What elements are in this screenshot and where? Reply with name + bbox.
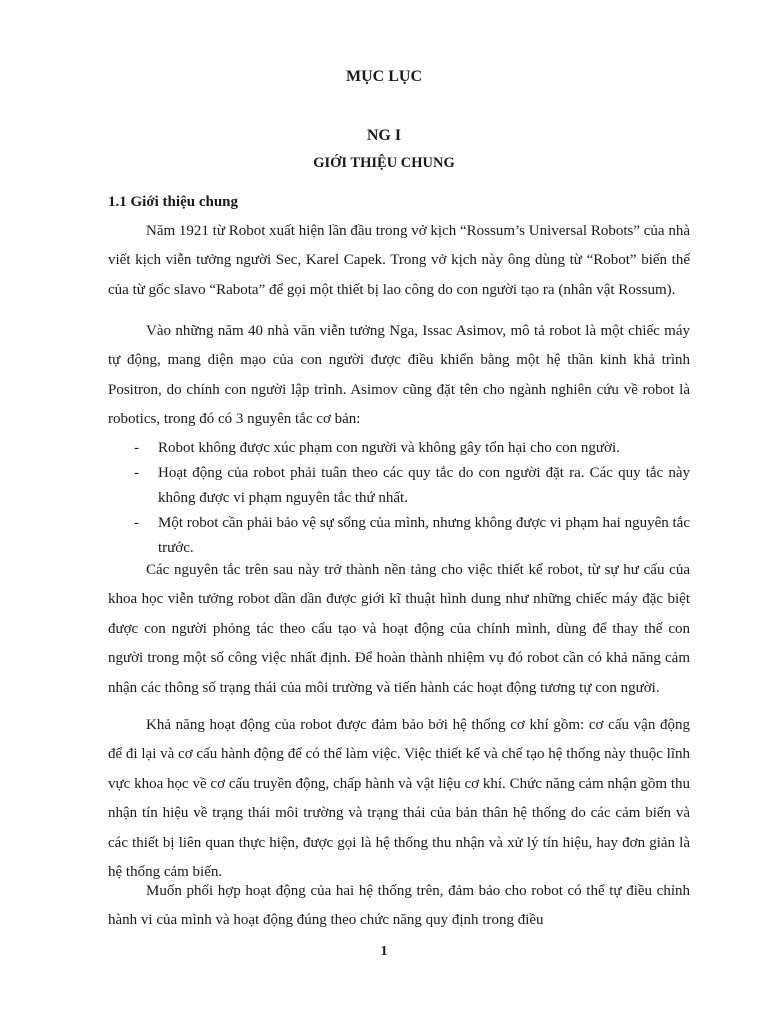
chapter-number: NG I (366, 127, 402, 144)
paragraph: Khả năng hoạt động của robot được đảm bảo bởi hệ thống cơ khí gồm: cơ cấu vận động để đi lại và cơ cấu hành động để có thể làm việc. Việc thiết kế và chế tạo hệ thống này thuộc lĩnh vực khoa học về cơ cấu truyền động, chấp hành và vật liệu cơ khí. Chức năng cảm nhận gồm thu nhận tín hiệu về trạng thái môi trường và trạng thái của bản thân hệ thống do các cảm biến và các thiết bị liên quan thực hiện, được gọi là hệ thống thu nhận và xử lý tín hiệu, hay đơn giản là hệ thống cảm biến. (108, 717, 690, 881)
rules-list (108, 436, 690, 561)
list-item-text: Một robot cần phải bảo vệ sự sống của mình, nhưng không được vi phạm hai nguyên tắc trước. (158, 515, 690, 556)
chapter-title: GIỚI THIỆU CHUNG (313, 155, 455, 171)
bullet-dash: - (134, 440, 139, 456)
list-item (108, 461, 690, 511)
list-item-text: Robot không được xúc phạm con người và không gây tổn hại cho con người. (158, 440, 620, 456)
list-item (108, 436, 690, 461)
paragraph: Vào những năm 40 nhà văn viễn tưởng Nga, Issac Asimov, mô tả robot là một chiếc máy tự động, mang diện mạo của con người được điều khiển bằng một hệ thần kinh khả trình Positron, do chính con người lập trình. Asimov cũng đặt tên cho ngành nghiên cứu về robot là robotics, trong đó có 3 nguyên tắc cơ bản: (108, 323, 690, 428)
paragraph: Muốn phối hợp hoạt động của hai hệ thống trên, đảm bảo cho robot có thể tự điều chỉnh hành vi của mình và hoạt động đúng theo chức năng quy định trong điều (108, 883, 690, 929)
page-number: 1 (380, 944, 388, 959)
list-item (108, 511, 690, 561)
paragraph: Các nguyên tắc trên sau này trở thành nền tảng cho việc thiết kế robot, từ sự hư cấu của khoa học viễn tưởng robot dần dần được giới kĩ thuật hình dung như những chiếc máy đặc biệt được con người phỏng tác theo cấu tạo và hoạt động của chính mình, dùng để thay thế con người trong một số công việc nhất định. Để hoàn thành nhiệm vụ đó robot cần có khả năng cảm nhận các thông số trạng thái của môi trường và tiến hành các hoạt động tương tự con người. (108, 562, 690, 696)
section-heading: 1.1 Giới thiệu chung (108, 194, 238, 210)
paragraph: Năm 1921 từ Robot xuất hiện lần đầu trong vở kịch “Rossum’s Universal Robots” của nhà viết kịch viễn tưởng người Sec, Karel Capek. Trong vở kịch này ông dùng từ “Robot” biến thể của từ gốc slavo “Rabota” để gọi một thiết bị lao công do con người tạo ra (nhân vật Rossum). (108, 223, 690, 298)
bullet-dash: - (134, 465, 139, 481)
list-item-text: Hoạt động của robot phải tuân theo các quy tắc do con người đặt ra. Các quy tắc này không được vi phạm nguyên tắc thứ nhất. (158, 465, 690, 506)
bullet-dash: - (134, 515, 139, 531)
toc-title: MỤC LỤC (346, 68, 422, 85)
